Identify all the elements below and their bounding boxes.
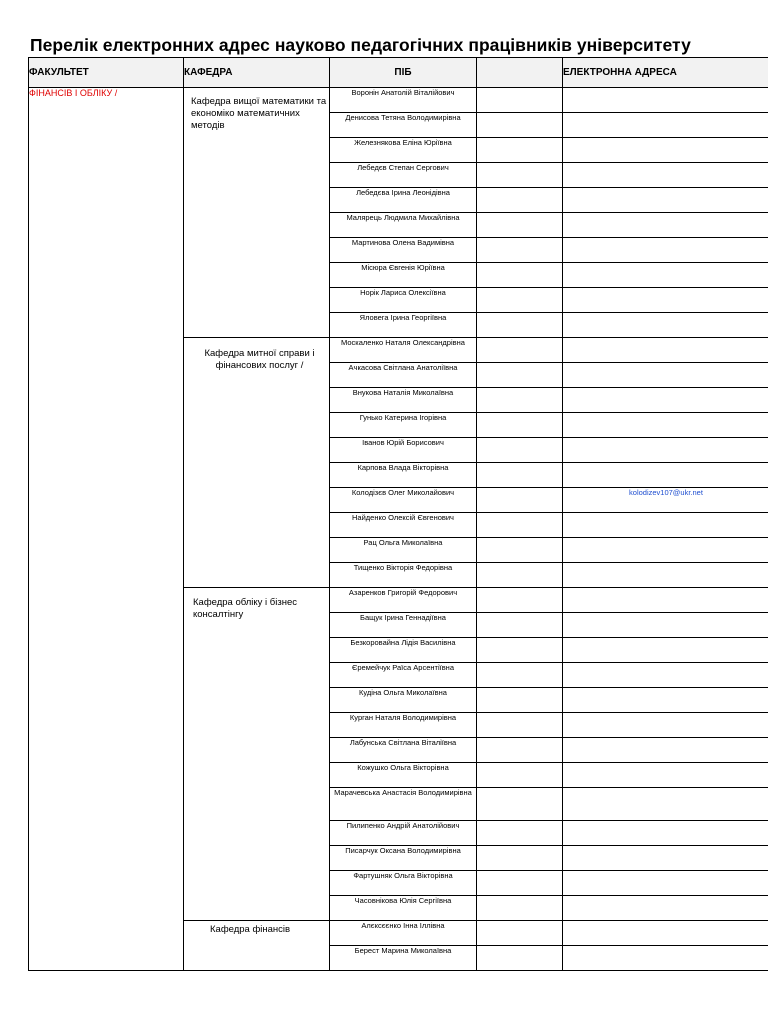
email-cell xyxy=(563,88,768,113)
email-cell xyxy=(563,846,768,871)
department-cell xyxy=(184,921,330,971)
faculty-cell: ФІНАНСІВ І ОБЛІКУ / xyxy=(29,88,184,971)
department-cell xyxy=(184,88,330,338)
email-cell xyxy=(563,338,768,363)
blank-cell xyxy=(477,388,563,413)
blank-cell xyxy=(477,513,563,538)
email-cell xyxy=(563,513,768,538)
email-cell xyxy=(563,113,768,138)
blank-cell xyxy=(477,788,563,821)
email-cell xyxy=(563,688,768,713)
staff-name-cell: Місюра Євгенія Юріївна xyxy=(330,263,477,288)
email-cell xyxy=(563,613,768,638)
email-cell xyxy=(563,763,768,788)
email-cell xyxy=(563,163,768,188)
email-cell xyxy=(563,921,768,946)
email-cell xyxy=(563,438,768,463)
staff-name-cell: Карпова Влада Вікторівна xyxy=(330,463,477,488)
header-name: ПІБ xyxy=(330,58,477,88)
email-cell xyxy=(563,413,768,438)
staff-name-cell: Пилипенко Андрій Анатолійович xyxy=(330,821,477,846)
staff-name-cell: Писарчук Оксана Володимирівна xyxy=(330,846,477,871)
blank-cell xyxy=(477,846,563,871)
department-name: Кафедра митної справи і фінансових послуг / xyxy=(204,348,315,371)
blank-cell xyxy=(477,463,563,488)
email-cell xyxy=(563,388,768,413)
email-cell xyxy=(563,663,768,688)
staff-name-cell: Єремейчук Раїса Арсентіївна xyxy=(330,663,477,688)
email-cell xyxy=(563,238,768,263)
blank-cell xyxy=(477,538,563,563)
staff-name-cell: Внукова Наталія Миколаївна xyxy=(330,388,477,413)
email-cell xyxy=(563,188,768,213)
staff-name-cell: Лебедєв Степан Сергович xyxy=(330,163,477,188)
email-cell xyxy=(563,213,768,238)
staff-name-cell: Рац Ольга Миколаївна xyxy=(330,538,477,563)
email-cell xyxy=(563,563,768,588)
staff-name-cell: Кудіна Ольга Миколаївна xyxy=(330,688,477,713)
table-row xyxy=(29,88,768,113)
blank-cell xyxy=(477,821,563,846)
staff-name-cell: Лебедєва Ірина Леонідівна xyxy=(330,188,477,213)
page-title: Перелік електронних адрес науково педагогічних працівників університету xyxy=(30,35,691,55)
email-cell xyxy=(563,263,768,288)
blank-cell xyxy=(477,438,563,463)
header-blank xyxy=(477,58,563,88)
email-cell xyxy=(563,713,768,738)
blank-cell xyxy=(477,763,563,788)
staff-name-cell: Мартинова Олена Вадимівна xyxy=(330,238,477,263)
email-cell xyxy=(563,313,768,338)
blank-cell xyxy=(477,363,563,388)
blank-cell xyxy=(477,563,563,588)
department-name: Кафедра вищої математики та економіко математичних методів xyxy=(191,96,327,131)
staff-name-cell: Бащук Ірина Геннадіївна xyxy=(330,613,477,638)
staff-name-cell: Кожушко Ольга Вікторівна xyxy=(330,763,477,788)
header-department: КАФЕДРА xyxy=(184,58,330,88)
department-cell xyxy=(184,338,330,588)
blank-cell xyxy=(477,921,563,946)
email-cell xyxy=(563,288,768,313)
staff-name-cell: Норік Лариса Олексіївна xyxy=(330,288,477,313)
email-cell xyxy=(563,821,768,846)
header-row xyxy=(29,58,768,88)
department-name: Кафедра фінансів xyxy=(210,924,291,935)
staff-name-cell: Курган Наталя Володимирівна xyxy=(330,713,477,738)
blank-cell xyxy=(477,113,563,138)
blank-cell xyxy=(477,413,563,438)
staff-name-cell: Москаленко Наталя Олександрівна xyxy=(330,338,477,363)
staff-name-cell: Часовнікова Юлія Сергіївна xyxy=(330,896,477,921)
staff-name-cell: Яловега Ірина Георгіївна xyxy=(330,313,477,338)
staff-name-cell: Іванов Юрій Борисович xyxy=(330,438,477,463)
email-cell xyxy=(563,363,768,388)
email-cell xyxy=(563,946,768,971)
staff-name-cell: Берест Марина Миколаївна xyxy=(330,946,477,971)
staff-email-table xyxy=(28,57,768,971)
email-cell[interactable]: kolodizev107@ukr.net xyxy=(563,488,768,513)
blank-cell xyxy=(477,138,563,163)
email-cell xyxy=(563,588,768,613)
blank-cell xyxy=(477,188,563,213)
blank-cell xyxy=(477,88,563,113)
email-cell xyxy=(563,788,768,821)
blank-cell xyxy=(477,163,563,188)
blank-cell xyxy=(477,263,563,288)
staff-name-cell: Марачевська Анастасія Володимирівна xyxy=(330,788,477,821)
staff-name-cell: Ачкасова Світлана Анатоліївна xyxy=(330,363,477,388)
blank-cell xyxy=(477,613,563,638)
blank-cell xyxy=(477,288,563,313)
email-cell xyxy=(563,896,768,921)
blank-cell xyxy=(477,238,563,263)
email-cell xyxy=(563,871,768,896)
staff-name-cell: Колодізєв Олег Миколайович xyxy=(330,488,477,513)
blank-cell xyxy=(477,896,563,921)
staff-name-cell: Тищенко Вікторія Федорівна xyxy=(330,563,477,588)
staff-name-cell: Найденко Олексій Євгенович xyxy=(330,513,477,538)
blank-cell xyxy=(477,946,563,971)
email-cell xyxy=(563,538,768,563)
blank-cell xyxy=(477,738,563,763)
staff-name-cell: Железнякова Еліна Юріївна xyxy=(330,138,477,163)
staff-name-cell: Фартушняк Ольга Вікторівна xyxy=(330,871,477,896)
blank-cell xyxy=(477,213,563,238)
staff-name-cell: Денисова Тетяна Володимирівна xyxy=(330,113,477,138)
blank-cell xyxy=(477,871,563,896)
staff-name-cell: Азаренков Григорій Федорович xyxy=(330,588,477,613)
blank-cell xyxy=(477,588,563,613)
blank-cell xyxy=(477,713,563,738)
staff-name-cell: Воронін Анатолій Віталійович xyxy=(330,88,477,113)
blank-cell xyxy=(477,338,563,363)
blank-cell xyxy=(477,488,563,513)
department-cell xyxy=(184,588,330,921)
header-faculty: ФАКУЛЬТЕТ xyxy=(29,58,184,88)
email-cell xyxy=(563,463,768,488)
header-email: ЕЛЕКТРОННА АДРЕСА xyxy=(563,58,768,88)
blank-cell xyxy=(477,663,563,688)
staff-name-cell: Гунько Катерина Ігорівна xyxy=(330,413,477,438)
blank-cell xyxy=(477,313,563,338)
department-name: Кафедра обліку і бізнес консалтінгу xyxy=(193,597,297,620)
blank-cell xyxy=(477,688,563,713)
table-body xyxy=(29,88,768,971)
staff-name-cell: Безкоровайна Лідія Василівна xyxy=(330,638,477,663)
email-cell xyxy=(563,738,768,763)
email-cell xyxy=(563,638,768,663)
staff-name-cell: Малярець Людмила Михайлівна xyxy=(330,213,477,238)
staff-name-cell: Лабунська Світлана Віталіївна xyxy=(330,738,477,763)
staff-name-cell: Алєксєєнко Інна Іллівна xyxy=(330,921,477,946)
email-cell xyxy=(563,138,768,163)
blank-cell xyxy=(477,638,563,663)
